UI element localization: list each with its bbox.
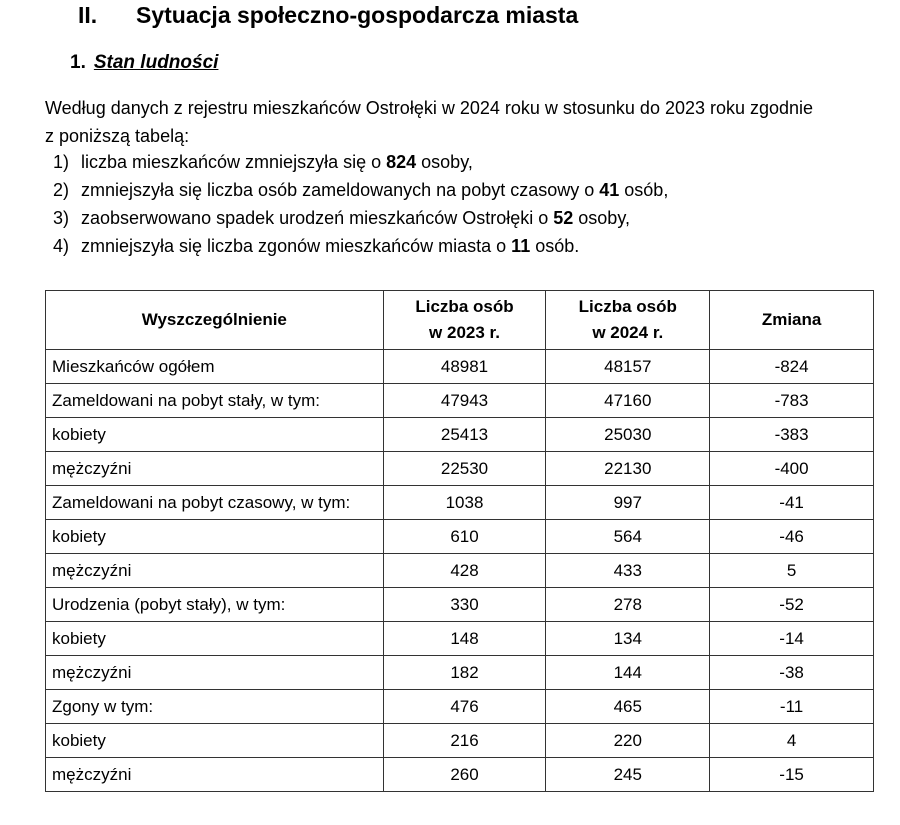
population-table bbox=[45, 290, 874, 792]
subsection-heading bbox=[70, 52, 218, 74]
row-label: mężczyźni bbox=[46, 554, 384, 588]
value-2024: 144 bbox=[546, 656, 710, 690]
value-2024: 433 bbox=[546, 554, 710, 588]
list-text: zmniejszyła się liczba zgonów mieszkańców miasta o bbox=[81, 236, 512, 256]
value-2024: 220 bbox=[546, 724, 710, 758]
row-label: kobiety bbox=[46, 622, 384, 656]
value-2023: 47943 bbox=[383, 384, 546, 418]
value-2023: 330 bbox=[383, 588, 546, 622]
table-row bbox=[46, 622, 874, 656]
row-label: Zameldowani na pobyt czasowy, w tym: bbox=[46, 486, 384, 520]
row-label: kobiety bbox=[46, 418, 384, 452]
row-label: Zameldowani na pobyt stały, w tym: bbox=[46, 384, 384, 418]
value-2024: 22130 bbox=[546, 452, 710, 486]
header-2023: Liczba osób w 2023 r. bbox=[383, 291, 546, 350]
value-2024: 25030 bbox=[546, 418, 710, 452]
list-item bbox=[45, 176, 668, 204]
value-2024: 564 bbox=[546, 520, 710, 554]
table-body bbox=[46, 350, 874, 792]
table-row bbox=[46, 690, 874, 724]
table-row bbox=[46, 656, 874, 690]
value-2023: 610 bbox=[383, 520, 546, 554]
value-change: -11 bbox=[710, 690, 874, 724]
header-2024: Liczba osób w 2024 r. bbox=[546, 291, 710, 350]
row-label: Mieszkańców ogółem bbox=[46, 350, 384, 384]
row-label: Zgony w tym: bbox=[46, 690, 384, 724]
value-2023: 476 bbox=[383, 690, 546, 724]
list-text-end: osób. bbox=[530, 236, 580, 256]
table-row bbox=[46, 554, 874, 588]
value-change: -15 bbox=[710, 758, 874, 792]
section-heading bbox=[78, 2, 578, 29]
table-row bbox=[46, 486, 874, 520]
list-marker: 1) bbox=[53, 152, 70, 172]
list-value: 11 bbox=[511, 236, 531, 256]
value-change: 4 bbox=[710, 724, 874, 758]
row-label: mężczyźni bbox=[46, 452, 384, 486]
list-marker: 2) bbox=[53, 180, 70, 200]
value-change: -783 bbox=[710, 384, 874, 418]
value-2024: 134 bbox=[546, 622, 710, 656]
value-2024: 47160 bbox=[546, 384, 710, 418]
row-label: mężczyźni bbox=[46, 656, 384, 690]
value-2023: 260 bbox=[383, 758, 546, 792]
row-label: Urodzenia (pobyt stały), w tym: bbox=[46, 588, 384, 622]
value-2023: 48981 bbox=[383, 350, 546, 384]
list-marker: 4) bbox=[53, 236, 70, 256]
list-value: 52 bbox=[553, 208, 574, 228]
value-2023: 216 bbox=[383, 724, 546, 758]
table-row bbox=[46, 384, 874, 418]
list-value: 824 bbox=[386, 152, 417, 172]
value-2023: 25413 bbox=[383, 418, 546, 452]
value-2023: 1038 bbox=[383, 486, 546, 520]
header-change: Zmiana bbox=[710, 291, 874, 350]
value-change: -824 bbox=[710, 350, 874, 384]
list-text-end: osoby, bbox=[416, 152, 473, 172]
list-text: zmniejszyła się liczba osób zameldowanych na pobyt czasowy o bbox=[81, 180, 600, 200]
summary-list bbox=[45, 148, 668, 260]
row-label: kobiety bbox=[46, 520, 384, 554]
value-change: -52 bbox=[710, 588, 874, 622]
intro-paragraph bbox=[45, 94, 865, 150]
intro-line-1: Według danych z rejestru mieszkańców Ostrołęki w 2024 roku w stosunku do 2023 roku zgodnie bbox=[45, 98, 814, 118]
value-2023: 148 bbox=[383, 622, 546, 656]
subsection-title: Stan ludności bbox=[93, 52, 219, 73]
list-marker: 3) bbox=[53, 208, 70, 228]
value-change: -38 bbox=[710, 656, 874, 690]
list-text: zaobserwowano spadek urodzeń mieszkańców Ostrołęki o bbox=[81, 208, 554, 228]
table-row bbox=[46, 418, 874, 452]
value-change: 5 bbox=[710, 554, 874, 588]
list-item bbox=[45, 204, 668, 232]
table-header-row bbox=[46, 291, 874, 350]
value-2024: 465 bbox=[546, 690, 710, 724]
list-item bbox=[45, 232, 668, 260]
value-change: -14 bbox=[710, 622, 874, 656]
table-row bbox=[46, 758, 874, 792]
section-number: II. bbox=[78, 2, 98, 28]
subsection-number: 1. bbox=[70, 52, 86, 73]
table-row bbox=[46, 520, 874, 554]
value-change: -46 bbox=[710, 520, 874, 554]
value-change: -383 bbox=[710, 418, 874, 452]
value-2023: 428 bbox=[383, 554, 546, 588]
table-row bbox=[46, 588, 874, 622]
table-row bbox=[46, 724, 874, 758]
value-2023: 22530 bbox=[383, 452, 546, 486]
value-2024: 997 bbox=[546, 486, 710, 520]
intro-line-2: z poniższą tabelą: bbox=[45, 126, 190, 146]
table-row bbox=[46, 350, 874, 384]
list-text: liczba mieszkańców zmniejszyła się o bbox=[81, 152, 387, 172]
value-change: -400 bbox=[710, 452, 874, 486]
row-label: kobiety bbox=[46, 724, 384, 758]
row-label: mężczyźni bbox=[46, 758, 384, 792]
header-label: Wyszczególnienie bbox=[46, 291, 384, 350]
value-2024: 48157 bbox=[546, 350, 710, 384]
list-text-end: osoby, bbox=[573, 208, 630, 228]
list-value: 41 bbox=[599, 180, 620, 200]
list-item bbox=[45, 148, 668, 176]
value-2024: 278 bbox=[546, 588, 710, 622]
value-2024: 245 bbox=[546, 758, 710, 792]
value-change: -41 bbox=[710, 486, 874, 520]
section-title: Sytuacja społeczno-gospodarcza miasta bbox=[136, 2, 579, 28]
list-text-end: osób, bbox=[619, 180, 669, 200]
table-row bbox=[46, 452, 874, 486]
value-2023: 182 bbox=[383, 656, 546, 690]
